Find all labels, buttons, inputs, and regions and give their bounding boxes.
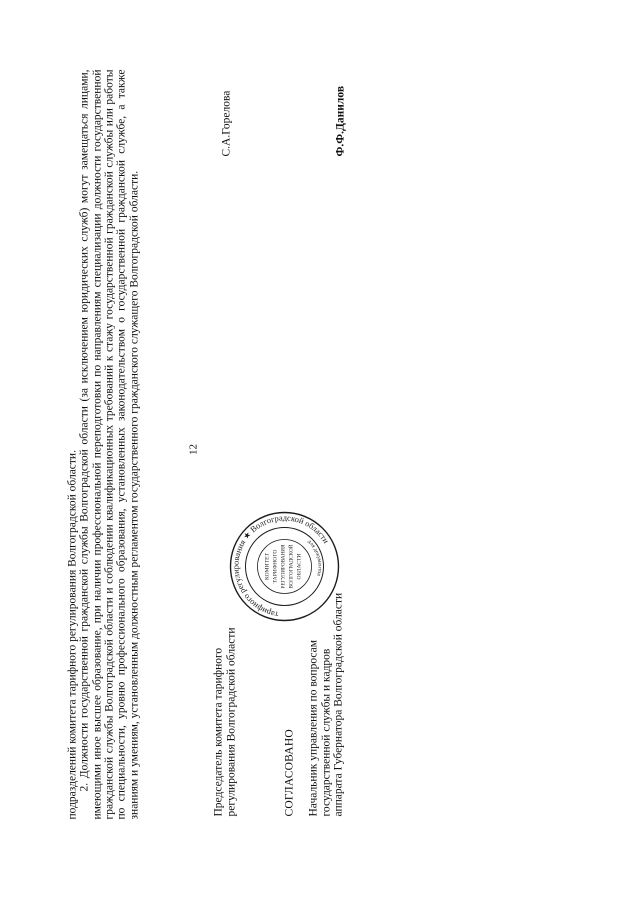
approver-title-line: государственной службы и кадров [320,648,333,817]
seal-center-line: КОМИТЕТ [264,553,271,580]
seal-center-line: ВОЛГОГРАДСКОЙ [288,544,295,589]
seal-outer-text: тарифного регулирования ★ Волгоградской области [231,513,331,620]
approver-title-line: Начальник управления по вопросам [307,640,320,817]
chair-title-line: Председатель комитета тарифного [212,647,225,817]
paragraph-continuation: подразделений комитета тарифного регулирования Волгоградской области. [66,450,79,820]
chair-title-line: регулирования Волгоградской области [225,627,238,817]
approved-label: СОГЛАСОВАНО [283,729,296,817]
seal-center-line: ОБЛАСТИ [296,553,303,580]
body-text [67,70,141,820]
paragraph-item-2: 2. Должности государственной гражданской службы Волгоградской области (за исключением юридических служб) могут замещаться лицами, имеющими иное высшее образование, при наличии профессиональной переподготовки по направлениям специализации должности государственной гражданской службы Волгоградской области и соблюдении квалификационных требований к стажу государственной гражданской службы или работы по специальности, уровню профессионального образования, установленных законодательством о государственной гражданской службе, а также знаниям и умениям, установленным должностным регламентом государственного гражданского служащего Волгоградской области. [78,69,141,820]
seal-inner-text: для документов [306,538,323,577]
page-number: 12 [187,444,200,455]
chair-name: С.А.Горелова [220,90,233,157]
document-page [1,0,640,905]
chair-title [213,627,238,816]
seal-center-line: РЕГУЛИРОВАНИЯ [280,544,287,589]
seal-center-line: ТАРИФНОГО [272,549,279,584]
approver-title [308,593,346,817]
approver-title-line: аппарата Губернатора Волгоградской области [332,592,345,817]
approver-name: Ф.Ф.Данилов [334,85,347,157]
